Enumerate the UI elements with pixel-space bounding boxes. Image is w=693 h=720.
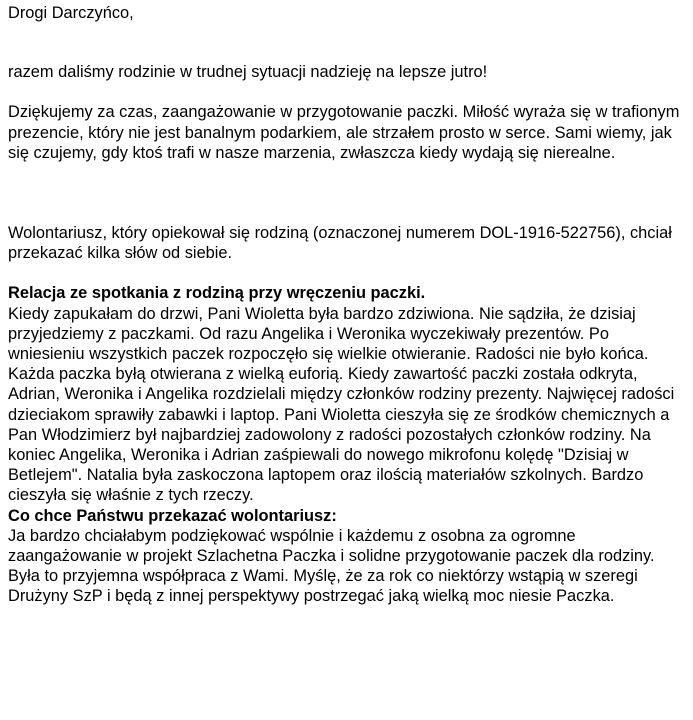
letter-greeting: Drogi Darczyńco,: [8, 4, 134, 22]
volunteer-intro: Wolontariusz, który opiekował się rodziną (oznaczonej numerem DOL-1916-522756), chciał przekazać kilka słów od siebie.: [8, 224, 672, 263]
letter-body: [8, 0, 683, 607]
volunteer-message-text: Ja bardzo chciałabym podziękować wspólnie i każdemu z osobna za ogromne zaangażowanie w projekt Szlachetna Paczka i solidne przygotowanie paczek dla rodziny. Była to przyjemna współpraca z Wami. Myślę, że za rok co niektórzy wstąpią w szeregi Drużyny SzP i będą z innej perspektywy postrzegać jaką wielką moc niesie Paczka.: [8, 526, 655, 606]
volunteer-message-heading: Co chce Państwu przekazać wolontariusz:: [8, 506, 337, 525]
thanks-headline: razem daliśmy rodzinie w trudnej sytuacji nadzieję na lepsze jutro!: [8, 63, 488, 82]
thanks-paragraph: Dziękujemy za czas, zaangażowanie w przygotowanie paczki. Miłość wyraża się w trafionym prezencie, który nie jest banalnym podarkiem, ale strzałem prosto w serce. Sami wiemy, jak się czujemy, gdy ktoś trafi w nasze marzenia, zwłaszcza kiedy wydają się nierealne.: [8, 103, 680, 162]
meeting-report-heading: Relacja ze spotkania z rodziną przy wręczeniu paczki.: [8, 284, 426, 303]
meeting-report-text: Kiedy zapukałam do drzwi, Pani Wioletta była bardzo zdziwiona. Nie sądziła, że dzisiaj przyjedziemy z paczkami. Od razu Angelika i Weronika wyczekiwały prezentów. Po wniesieniu wszystkich paczek rozpoczęło się wielkie otwieranie. Radości nie było końca. Każda paczka byłą otwierana z wielką euforią. Kiedy zawartość paczki została odkryta, Adrian, Weronika i Angelika rozdzielali między członków rodziny prezenty. Najwięcej radości dzieciakom sprawiły zabawki i laptop. Pani Wioletta cieszyła się ze środków chemicznych a Pan Włodzimierz był najbardziej zadowolony z radości pozostałych członków rodziny. Na koniec Angelika, Weronika i Adrian zaśpiewali do nowego mikrofonu kolędę "Dzisiaj w Betlejem". Natalia była zaskoczona laptopem oraz ilością materiałów szkolnych. Bardzo cieszyła się właśnie z tych rzeczy.: [8, 304, 675, 505]
